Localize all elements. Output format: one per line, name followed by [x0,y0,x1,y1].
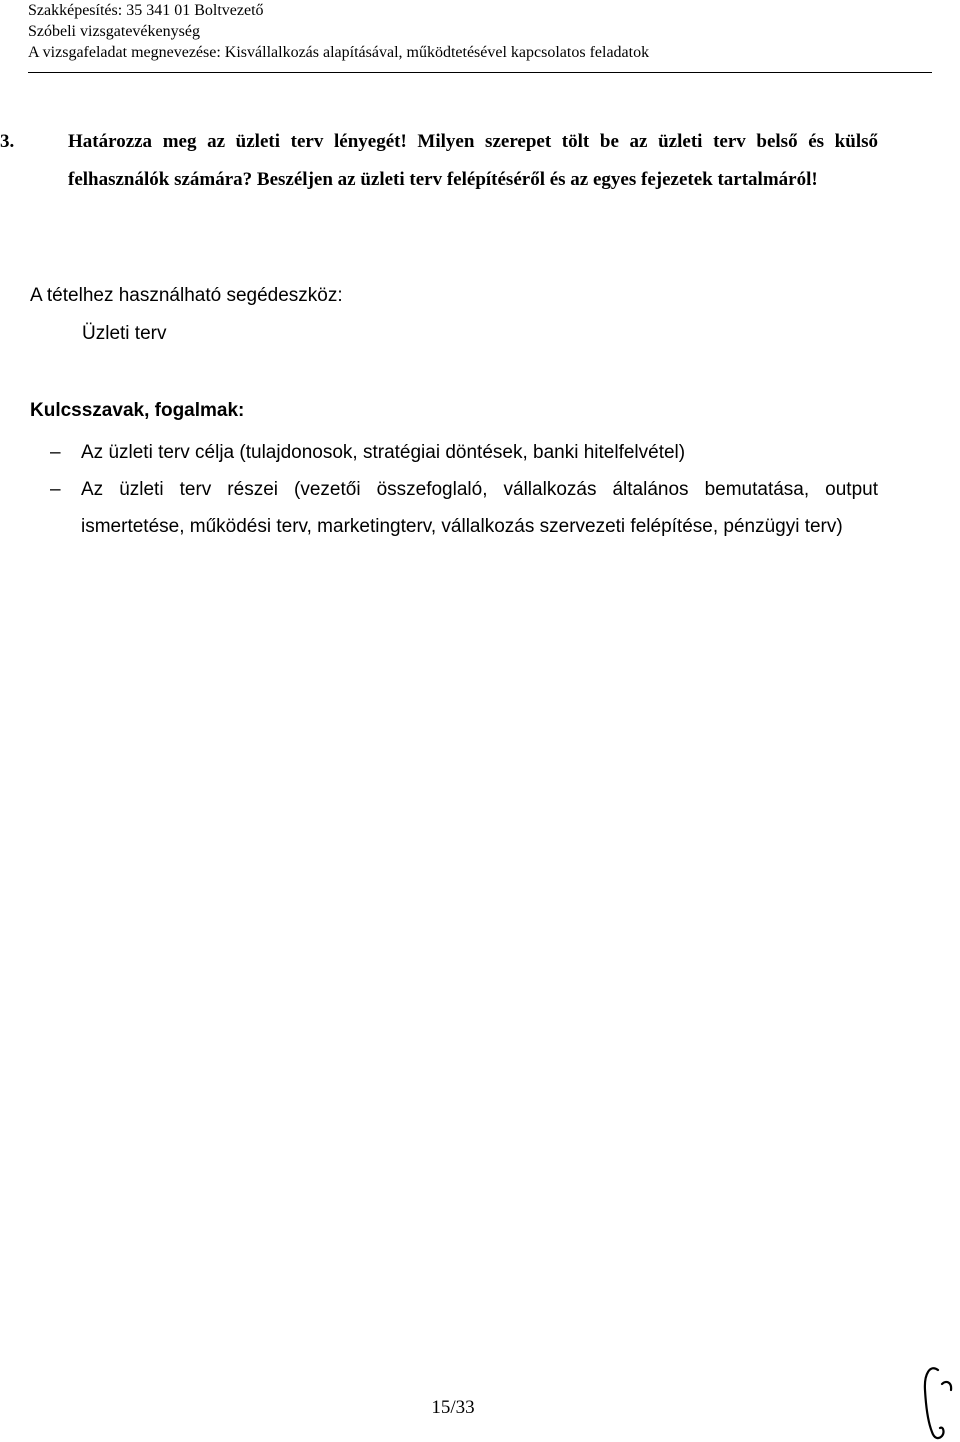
question-number: 3. [0,131,15,152]
keyword-text: Az üzleti terv részei (vezetői összefoglaló, vállalkozás általános bemutatása, output ismertetése, működési terv, marketingterv, vállalkozás szervezeti felépítése, pénzügyi terv) [81,479,878,537]
question-text: Határozza meg az üzleti terv lényegét! Milyen szerepet tölt be az üzleti terv belső és külső felhasználók számára? Beszéljen az üzleti terv felépítéséről és az egyes fejezetek tartalmáról! [68,131,878,190]
page-number: 15/33 [431,1397,475,1418]
dash-bullet: – [50,442,61,463]
tool-value: Üzleti terv [82,323,167,344]
list-item [0,471,878,545]
tool-label: A tételhez használható segédeszköz: [30,285,343,306]
header-qualification: Szakképesítés: 35 341 01 Boltvezető [28,2,264,19]
dash-bullet: – [50,479,61,500]
list-item [0,434,878,471]
keyword-text: Az üzleti terv célja (tulajdonosok, stratégiai döntések, banki hitelfelvétel) [81,442,686,463]
header-task-name: A vizsgafeladat megnevezése: Kisvállalkozás alapításával, működtetésével kapcsolatos feladatok [28,44,650,61]
header-divider [28,72,932,73]
keywords-title: Kulcsszavak, fogalmak: [30,400,245,421]
keywords-list [0,434,878,545]
signature-mark [918,1360,960,1442]
document-header [28,0,649,63]
header-exam-activity: Szóbeli vizsgatevékenység [28,23,200,40]
question-block [0,123,878,199]
